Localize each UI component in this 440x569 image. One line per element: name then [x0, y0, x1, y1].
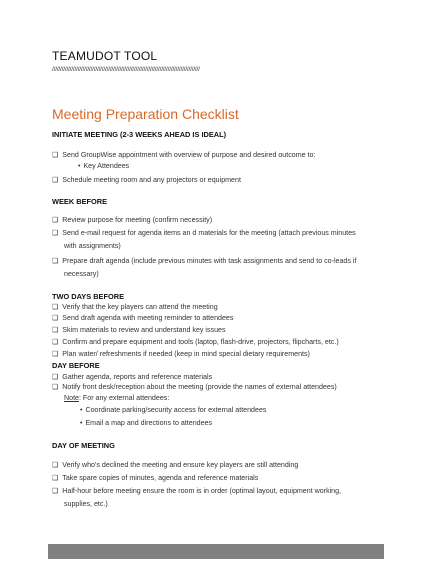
checklist-item: [52, 326, 226, 334]
checklist-item: [52, 303, 218, 311]
item-text: Skim materials to review and understand key issues: [62, 326, 226, 334]
checklist-item: [52, 314, 233, 322]
item-continuation: supplies, etc.): [64, 500, 108, 508]
item-text: Half-hour before meeting ensure the room is in order (optimal layout, equipment working,: [62, 487, 342, 495]
checkbox-icon[interactable]: ❑: [52, 177, 59, 184]
section-heading-day-before: DAY BEFORE: [52, 361, 100, 370]
section-heading-two-days-before: TWO DAYS BEFORE: [52, 292, 124, 301]
checkbox-icon[interactable]: ❑: [52, 152, 59, 159]
item-text: Schedule meeting room and any projectors or equipment: [62, 176, 241, 184]
sub-bullet-item: [78, 162, 129, 170]
checkbox-icon[interactable]: ❑: [52, 217, 59, 224]
brand-title: TEAMUDOT TOOL: [52, 49, 158, 63]
slash-rule: ////////////////////////////////////////////////////////////////////////////////////////////: [52, 66, 200, 73]
checklist-item: [52, 229, 356, 237]
section-heading-week-before: WEEK BEFORE: [52, 197, 108, 206]
checklist-item: [52, 461, 298, 469]
item-text: Send e-mail request for agenda items an d materials for the meeting (attach previous minutes: [62, 229, 356, 237]
checkbox-icon[interactable]: ❑: [52, 230, 59, 237]
checklist-item: [52, 350, 310, 358]
checklist-item: [52, 487, 341, 495]
item-text: Plan water/ refreshments if needed (keep in mind special dietary requirements): [62, 350, 310, 358]
checkbox-icon[interactable]: ❑: [52, 351, 59, 358]
item-text: Email a map and directions to attendees: [85, 419, 213, 427]
checkbox-icon[interactable]: ❑: [52, 258, 59, 265]
item-text: Prepare draft agenda (include previous minutes with task assignments and send to co-leads if: [62, 257, 357, 265]
checkbox-icon[interactable]: ❑: [52, 462, 59, 469]
item-continuation: with assignments): [64, 242, 121, 250]
checklist-item: [52, 373, 212, 381]
checkbox-icon[interactable]: ❑: [52, 327, 59, 334]
checkbox-icon[interactable]: ❑: [52, 374, 59, 381]
item-text: Notify front desk/reception about the meeting (provide the names of external attendees): [62, 383, 337, 391]
item-text: Send draft agenda with meeting reminder to attendees: [62, 314, 234, 322]
checkbox-icon[interactable]: ❑: [52, 304, 59, 311]
checklist-item: [52, 383, 337, 391]
checklist-item: [52, 338, 339, 346]
item-text: Gather agenda, reports and reference materials: [62, 373, 213, 381]
checklist-item: [52, 176, 241, 184]
note-text: : For any external attendees:: [78, 394, 170, 402]
note-line: [64, 394, 169, 402]
item-text: Verify who's declined the meeting and ensure key players are still attending: [62, 461, 299, 469]
note-label: Note: [64, 394, 79, 402]
checkbox-icon[interactable]: ❑: [52, 315, 59, 322]
item-text: Key Attendees: [83, 162, 130, 170]
item-text: Confirm and prepare equipment and tools (laptop, flash-drive, projectors, flipcharts, etc.): [62, 338, 339, 346]
checkbox-icon[interactable]: ❑: [52, 339, 59, 346]
checklist-item: [52, 474, 258, 482]
sub-bullet-item: [80, 419, 212, 427]
section-heading-day-of-meeting: DAY OF MEETING: [52, 441, 115, 450]
item-continuation: necessary): [64, 270, 99, 278]
item-text: Take spare copies of minutes, agenda and reference materials: [62, 474, 259, 482]
checkbox-icon[interactable]: ❑: [52, 488, 59, 495]
footer-bar: [48, 544, 384, 559]
item-text: Send GroupWise appointment with overview of purpose and desired outcome to:: [62, 151, 316, 159]
checkbox-icon[interactable]: ❑: [52, 384, 59, 391]
bullet-icon: •: [80, 420, 83, 427]
bullet-icon: •: [80, 407, 83, 414]
page-title: Meeting Preparation Checklist: [52, 106, 239, 122]
item-text: Coordinate parking/security access for external attendees: [85, 406, 267, 414]
section-heading-initiate: INITIATE MEETING (2-3 WEEKS AHEAD IS IDEAL): [52, 130, 227, 139]
checklist-item: [52, 257, 356, 265]
checklist-item: [52, 151, 315, 159]
checklist-item: [52, 216, 212, 224]
item-text: Review purpose for meeting (confirm necessity): [62, 216, 213, 224]
checkbox-icon[interactable]: ❑: [52, 475, 59, 482]
bullet-icon: •: [78, 163, 81, 170]
item-text: Verify that the key players can attend the meeting: [62, 303, 218, 311]
sub-bullet-item: [80, 406, 266, 414]
